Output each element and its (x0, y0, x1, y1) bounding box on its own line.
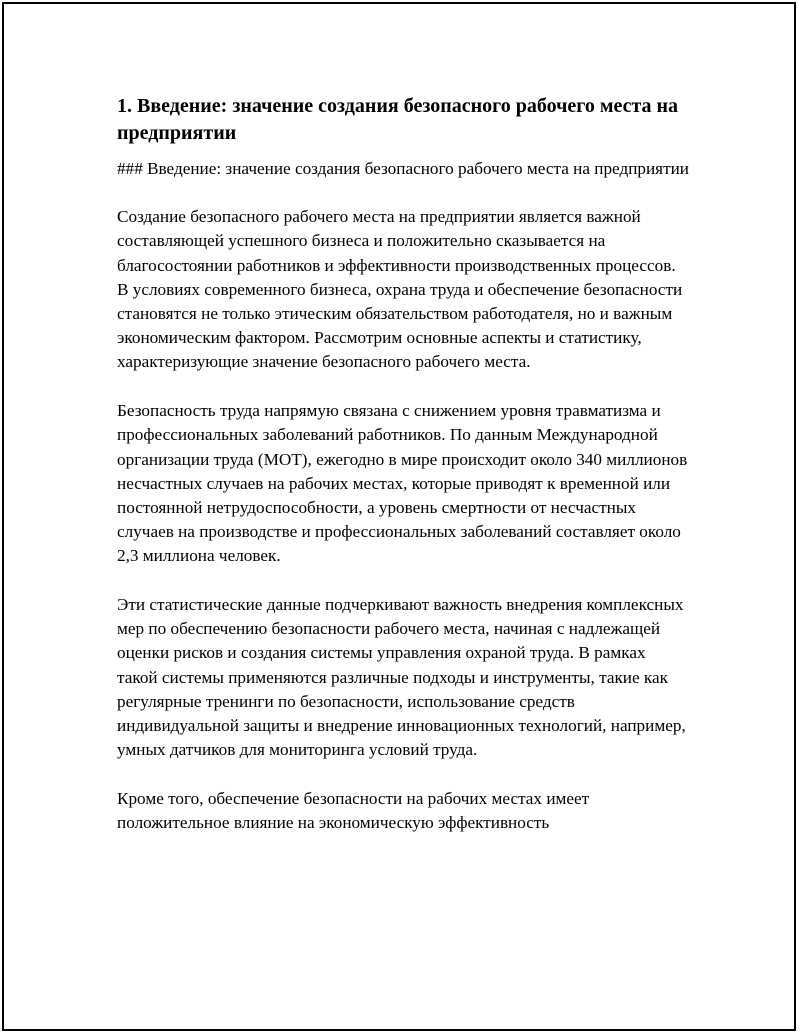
paragraph-measures: Эти статистические данные подчеркивают важность внедрения комплексных мер по обеспечению безопасности рабочего места, начиная с надлежащей оценки рисков и создания системы управления охраной труда. В рамках такой системы применяются различные подходы и инструменты, такие как регулярные тренинги по безопасности, использование средств индивидуальной защиты и внедрение инновационных технологий, например, умных датчиков для мониторинга условий труда. (117, 595, 686, 760)
markdown-subheading: ### Введение: значение создания безопасного рабочего места на предприятии (117, 159, 689, 178)
document-body (117, 93, 689, 860)
paragraph-statistics: Безопасность труда напрямую связана с снижением уровня травматизма и профессиональных заболеваний работников. По данным Международной организации труда (МОТ), ежегодно в мире происходит около 340 миллионов несчастных случаев на рабочих местах, которые приводят к временной или постоянной нетрудоспособности, а уровень смертности от несчастных случаев на производстве и профессиональных заболеваний составляет около 2,3 миллиона человек. (117, 401, 688, 566)
paragraph-intro: Создание безопасного рабочего места на предприятии является важной составляющей успешного бизнеса и положительно сказывается на благосостоянии работников и эффективности производственных процессов. В условиях современного бизнеса, охрана труда и обеспечение безопасности становятся не только этическим обязательством работодателя, но и важным экономическим фактором. Рассмотрим основные аспекты и статистику, характеризующие значение безопасного рабочего места. (117, 207, 683, 372)
section-heading: 1. Введение: значение создания безопасного рабочего места на предприятии (117, 95, 679, 144)
paragraph-economic: Кроме того, обеспечение безопасности на рабочих местах имеет положительное влияние на экономическую эффективность (117, 788, 590, 833)
